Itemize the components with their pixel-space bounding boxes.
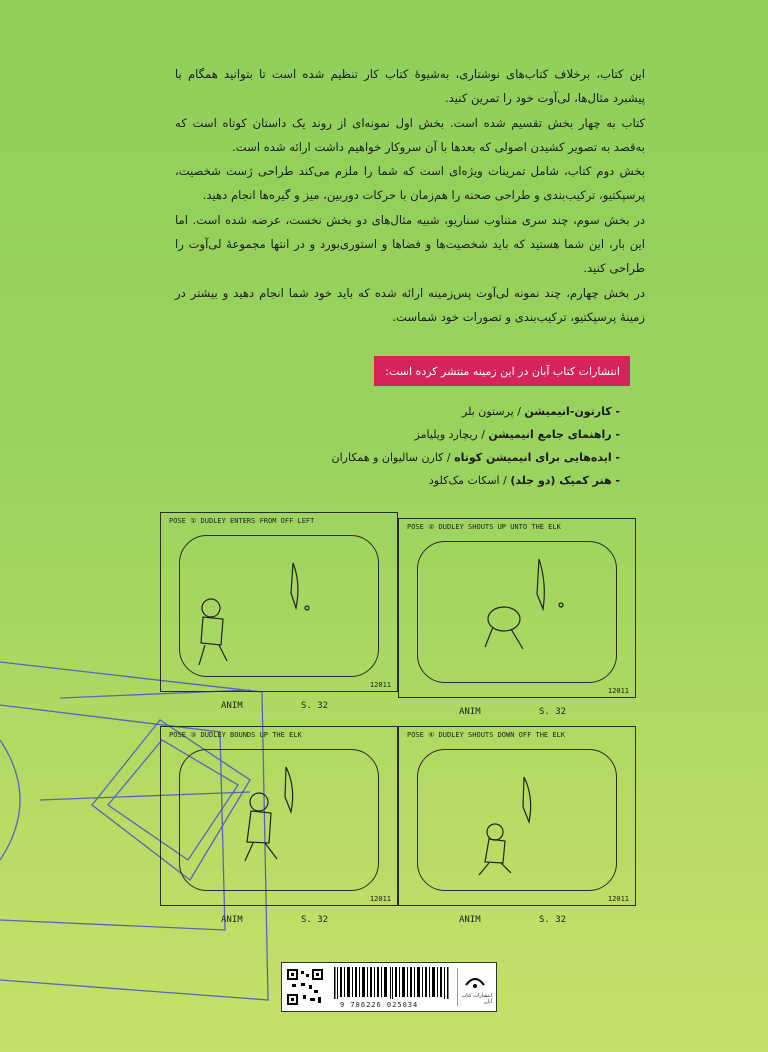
publisher-logo-icon	[464, 969, 486, 991]
panel-footer-left: ANIM	[459, 915, 481, 925]
book-title: - ایده‌هایی برای انیمیشن کوتاه	[454, 451, 620, 464]
book-author: / کارن سالیوان و همکاران	[331, 451, 455, 464]
panel-number: 12011	[607, 687, 629, 695]
book-author: / اسکات مک‌کلود	[428, 474, 511, 487]
panel-footer-right: S. 32	[301, 701, 329, 711]
panel-caption: POSE ④ DUDLEY SHOUTS DOWN OFF THE ELK	[407, 731, 565, 739]
character-sketch	[419, 757, 619, 887]
panel-footer-right: S. 32	[301, 915, 329, 925]
description-paragraph: این کتاب، برخلاف کتاب‌های نوشتاری، به‌شیوهٔ کتاب کار تنظیم شده است تا بتوانید همگام با پیشبرد مثال‌ها، لی‌آوت خود را تمرین کنید.	[175, 67, 645, 106]
panel-caption: POSE ③ DUDLEY BOUNDS UP THE ELK	[169, 731, 302, 739]
publisher-banner: انتشارات کتاب آبان در این زمینه منتشر کرده است:	[374, 356, 630, 386]
book-title: - هنر کمیک (دو جلد)	[510, 474, 620, 487]
book-author: / ریچارد ویلیامز	[414, 428, 489, 441]
panel-caption: POSE ② DUDLEY SHOUTS UP UNTO THE ELK	[407, 523, 561, 531]
description-paragraph: کتاب به چهار بخش تقسیم شده است. بخش اول نمونه‌ای از روند یک داستان کوتاه است که به‌قصد به تصویر کشیدن اصولی که بعدها با آن سروکار خواهیم داشت ارائه شده است.	[175, 115, 645, 154]
panel-caption: POSE ① DUDLEY ENTERS FROM OFF LEFT	[169, 517, 315, 525]
panel-footer-left: ANIM	[221, 701, 243, 711]
storyboard-panel	[160, 726, 398, 925]
description-paragraph: بخش دوم کتاب، شامل تمرینات ویژه‌ای است که شما را ملزم می‌کند طراحی ژست شخصیت، پرسپکتیو، ترکیب‌بندی و طراحی صحنه را هم‌زمان با حرکات دوربین، میز و گیره‌ها انجام دهید.	[175, 164, 645, 203]
publisher-logo	[457, 968, 492, 1006]
character-sketch	[181, 553, 381, 683]
character-sketch	[181, 757, 381, 887]
panel-footer-left: ANIM	[459, 707, 481, 717]
qr-code-icon	[286, 968, 324, 1006]
panel-number: 12011	[369, 895, 391, 903]
barcode-icon	[334, 967, 452, 999]
panel-number: 12011	[369, 681, 391, 689]
storyboard-panel	[398, 518, 636, 717]
panel-footer-right: S. 32	[539, 915, 567, 925]
barcode-label	[281, 962, 497, 1012]
publisher-name: انتشارات کتاب آبان	[461, 993, 492, 1005]
storyboard-panel	[398, 726, 636, 925]
book-title: - کارتون-انیمیشن	[524, 405, 620, 418]
panel-number: 12011	[607, 895, 629, 903]
character-sketch	[419, 549, 619, 679]
book-title: - راهنمای جامع انیمیشن	[488, 428, 620, 441]
description-paragraph: در بخش سوم، چند سری متناوب سناریو، شبیه مثال‌های دو بخش نخست، عرضه شده است. اما این بار، این شما هستید که باید شخصیت‌ها و فضاها و استوری‌بورد و در انتها مجموعهٔ لی‌آوت را طراحی کنید.	[175, 212, 645, 276]
panel-footer-left: ANIM	[221, 915, 243, 925]
book-author: / پرستون بلر	[462, 405, 525, 418]
panel-footer-right: S. 32	[539, 707, 567, 717]
description-paragraph: در بخش چهارم، چند نمونه لی‌آوت پس‌زمینه ارائه شده که باید خود شما انجام دهید و بیشتر در زمینهٔ پرسپکتیو، ترکیب‌بندی و تصورات خود شماست.	[175, 285, 645, 324]
storyboard-panel	[160, 512, 398, 711]
isbn-digits: 9 786226 025034	[340, 1001, 419, 1009]
